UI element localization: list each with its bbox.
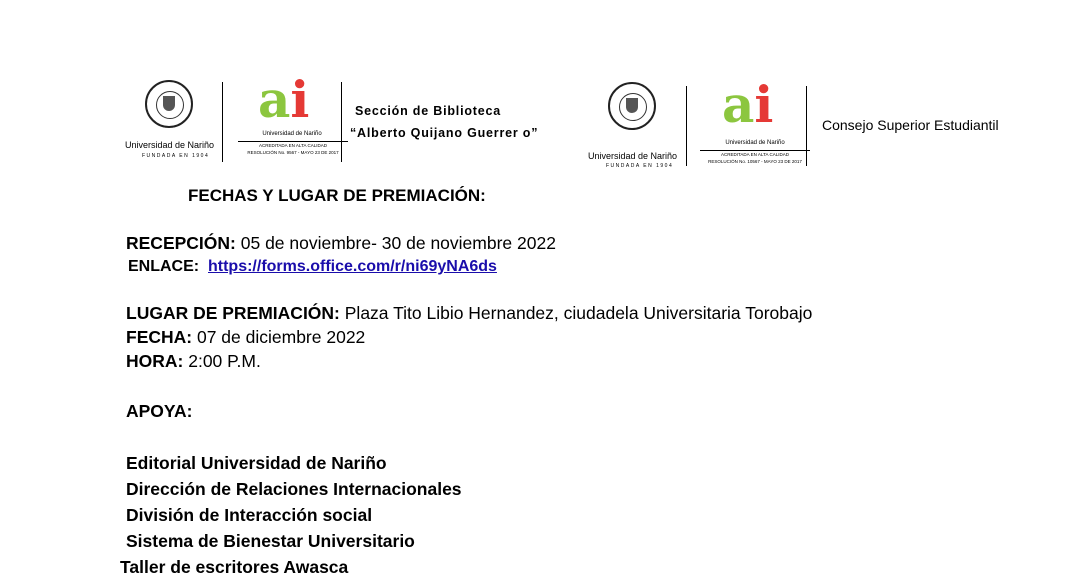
recepcion-value: 05 de noviembre- 30 de noviembre 2022 [235,233,556,253]
hora-label: HORA: [126,351,184,371]
logo-divider [806,86,807,166]
page-title: FECHAS Y LUGAR DE PREMIACIÓN: [188,186,486,205]
consejo-estudiantil: Consejo Superior Estudiantil [822,117,999,133]
ai-accreditation-text: ACREDITADA EN ALTA CALIDAD [720,152,790,157]
university-name: Universidad de Nariño [125,140,215,150]
fecha-label: FECHA: [126,327,193,347]
lugar-label: LUGAR DE PREMIACIÓN: [126,303,340,323]
seccion-biblioteca: Sección de Biblioteca [355,104,502,118]
recepcion-label: RECEPCIÓN: [126,233,236,253]
fecha-value: 07 de diciembre 2022 [192,327,366,347]
ai-accreditation-logo: ai [258,70,310,129]
fecha-line [126,327,365,348]
lugar-value: Plaza Tito Libio Hernandez, ciudadela Universitaria Torobajo [339,303,813,323]
hora-value: 2:00 P.M. [183,351,261,371]
enlace-link[interactable]: https://forms.office.com/r/ni69yNA6ds [208,258,497,275]
ai-university-label: Universidad de Nariño [725,140,785,146]
biblioteca-name: “Alberto Quijano Guerrer o” [350,126,539,140]
recepcion-line [126,233,556,254]
university-seal-logo [608,82,656,130]
enlace-label: ENLACE: [128,258,200,275]
ai-resolution-text: RESOLUCIÓN No. 10567 - MAYO 23 DE 2017 [708,159,802,164]
university-founded: FUNDADA EN 1904 [606,163,674,169]
ai-accreditation-text: ACREDITADA EN ALTA CALIDAD [258,143,328,148]
list-item: División de Interacción social [126,505,373,525]
list-item: Taller de escritores Awasca [120,557,349,577]
hora-line [126,351,261,372]
logo-divider [686,86,687,166]
ai-accreditation-logo: ai [722,75,774,134]
ai-underline [238,141,348,142]
university-founded: FUNDADA EN 1904 [142,153,210,159]
list-item: Dirección de Relaciones Internacionales [126,479,462,499]
ai-resolution-text: RESOLUCIÓN No. 9567 - MAYO 23 DE 2017 [247,150,339,155]
list-item: Editorial Universidad de Nariño [126,453,387,473]
apoya-label: APOYA: [126,401,193,421]
university-seal-logo [145,80,193,128]
ai-university-label: Universidad de Nariño [262,131,322,137]
lugar-line [126,303,812,324]
list-item: Sistema de Bienestar Universitario [126,531,415,551]
logo-divider [341,82,342,162]
logo-divider [222,82,223,162]
university-name: Universidad de Nariño [588,151,678,161]
enlace-line [128,258,497,276]
ai-underline [700,150,810,151]
